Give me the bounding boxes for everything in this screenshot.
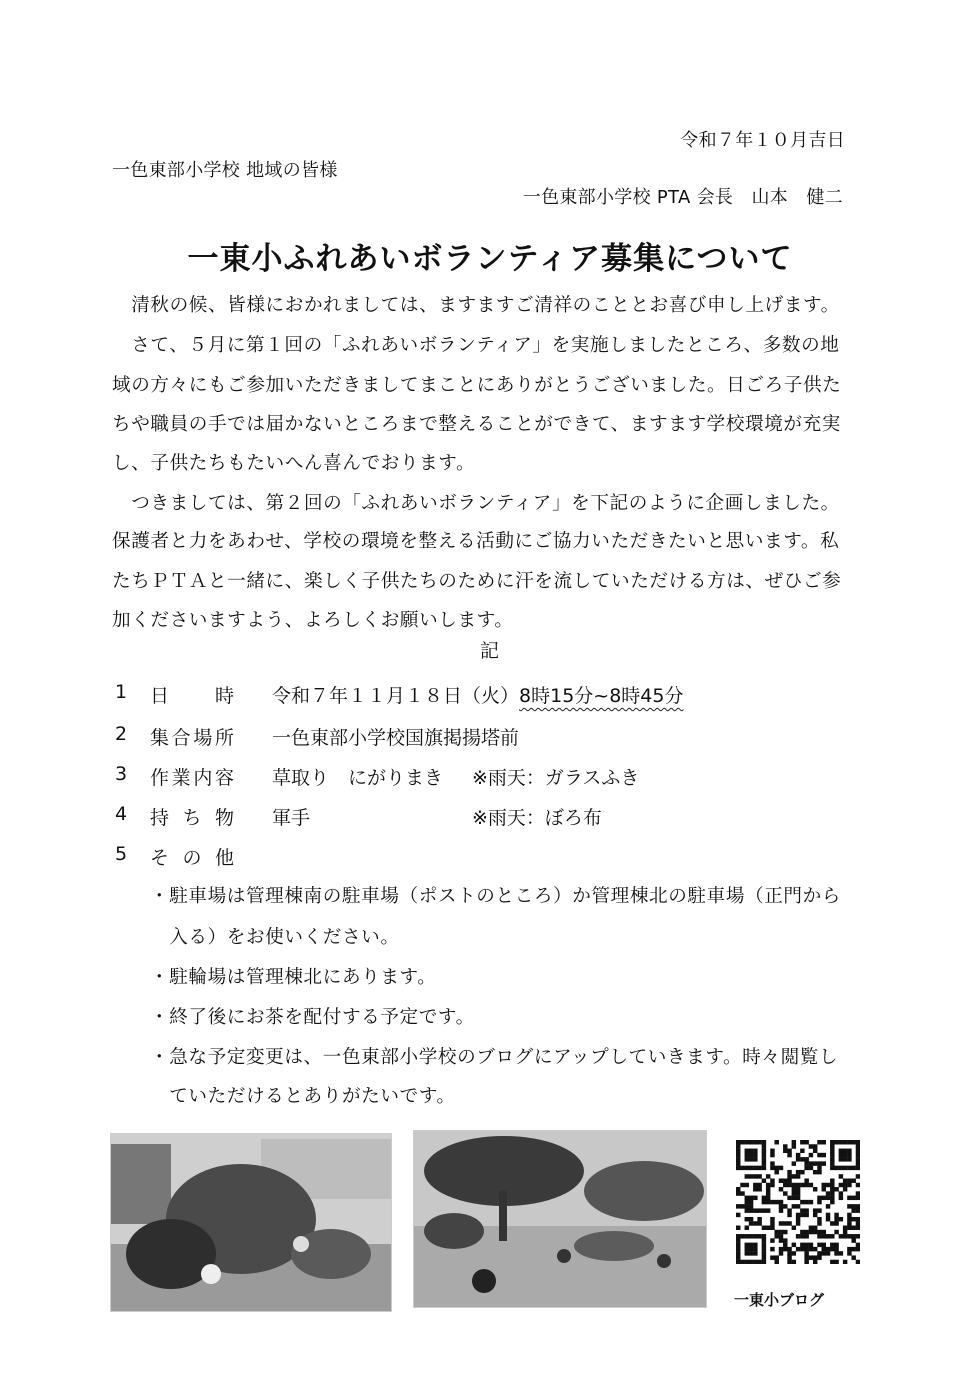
note-line: ・終了後にお茶を配付する予定です。 <box>150 1007 475 1028</box>
qr-caption: 一東小ブログ <box>734 1291 825 1309</box>
item-label-char: 時 <box>214 685 234 707</box>
body-line: たちＰＴＡと一緒に、楽しく子供たちのために汗を流していただける方は、ぜひご参 <box>112 571 842 592</box>
item-label-char: 内 <box>193 767 213 789</box>
item-label-char: 所 <box>214 727 234 749</box>
body-line: つきましては、第２回の「ふれあいボランティア」を下記のように企画しました。 <box>112 493 840 514</box>
volunteer-photo-1 <box>110 1133 392 1312</box>
body-line: 清秋の候、皆様におかれましては、ますますご清祥のこととお喜び申し上げます。 <box>112 295 840 316</box>
item-label <box>150 763 234 790</box>
note-line: ・駐車場は管理棟南の駐車場（ポストのところ）か管理棟北の駐車場（正門から <box>150 886 841 907</box>
item-label-char: 作 <box>150 767 170 789</box>
ki-heading: 記 <box>480 640 500 662</box>
rain-note: ※雨天：ぼろ布 <box>472 807 602 829</box>
item-label-char: 日 <box>150 685 170 707</box>
note-line: ていただけるとありがたいです。 <box>150 1086 456 1107</box>
item-label-char: 他 <box>214 847 234 869</box>
item-label-char: 業 <box>171 767 191 789</box>
body-line: 域の方々にもご参加いただきましてまことにありがとうございました。日ごろ子供た <box>112 375 842 396</box>
item-label-char: そ <box>150 847 170 869</box>
blog-qr-code[interactable] <box>736 1140 860 1264</box>
item-value-text: 軍手 <box>272 807 311 829</box>
item-number: 4 <box>115 803 128 825</box>
body-line: ちや職員の手では届かないところまで整えることができて、ますます学校環境が充実 <box>112 414 841 435</box>
item-label-char: 合 <box>171 727 191 749</box>
item-label-char: 物 <box>214 807 234 829</box>
item-value <box>272 681 683 708</box>
item-number: 5 <box>115 843 128 865</box>
item-value <box>272 763 443 790</box>
item-number: 1 <box>115 681 128 703</box>
item-label-char: 集 <box>150 727 170 749</box>
item-value-text: 令和７年１１月１８日（火） <box>272 685 520 707</box>
item-number: 2 <box>115 723 128 745</box>
item-label <box>150 723 234 750</box>
item-label-char: 場 <box>193 727 213 749</box>
item-label <box>150 843 234 870</box>
item-number: 3 <box>115 763 128 785</box>
item-label-char: 持 <box>150 807 170 829</box>
item-label <box>150 681 234 708</box>
item-value <box>272 803 310 830</box>
item-value-text: 一色東部小学校国旗掲揚塔前 <box>272 727 520 749</box>
event-time: 8時15分~8時45分 <box>519 685 684 707</box>
body-line: 加くださいますよう、よろしくお願いします。 <box>112 610 514 631</box>
item-value <box>272 723 519 750</box>
sender: 一色東部小学校 PTA 会長 山本 健二 <box>522 187 843 208</box>
note-line: ・急な予定変更は、一色東部小学校のブログにアップしていきます。時々閲覧し <box>150 1047 839 1068</box>
issue-date: 令和７年１０月吉日 <box>680 130 845 151</box>
body-line: し、子供たちもたいへん喜んでおります。 <box>112 453 476 474</box>
note-line: 入る）をお使いください。 <box>150 927 400 948</box>
item-label-char: 容 <box>214 767 234 789</box>
item-value-text: 草取り にがりまき <box>272 767 444 789</box>
item-label-char: ち <box>182 807 202 829</box>
item-label-char: の <box>182 847 202 869</box>
item-label <box>150 803 234 830</box>
recipient: 一色東部小学校 地域の皆様 <box>112 160 338 181</box>
body-line: さて、５月に第１回の「ふれあいボランティア」を実施しましたところ、多数の地 <box>112 335 840 356</box>
volunteer-photo-2 <box>413 1130 707 1308</box>
note-line: ・駐輪場は管理棟北にあります。 <box>150 967 437 988</box>
body-line: 保護者と力をあわせ、学校の環境を整える活動にご協力いただきたいと思います。私 <box>112 531 840 552</box>
document-title: 一東小ふれあいボランティア募集について <box>187 241 793 277</box>
rain-note: ※雨天：ガラスふき <box>472 767 640 789</box>
